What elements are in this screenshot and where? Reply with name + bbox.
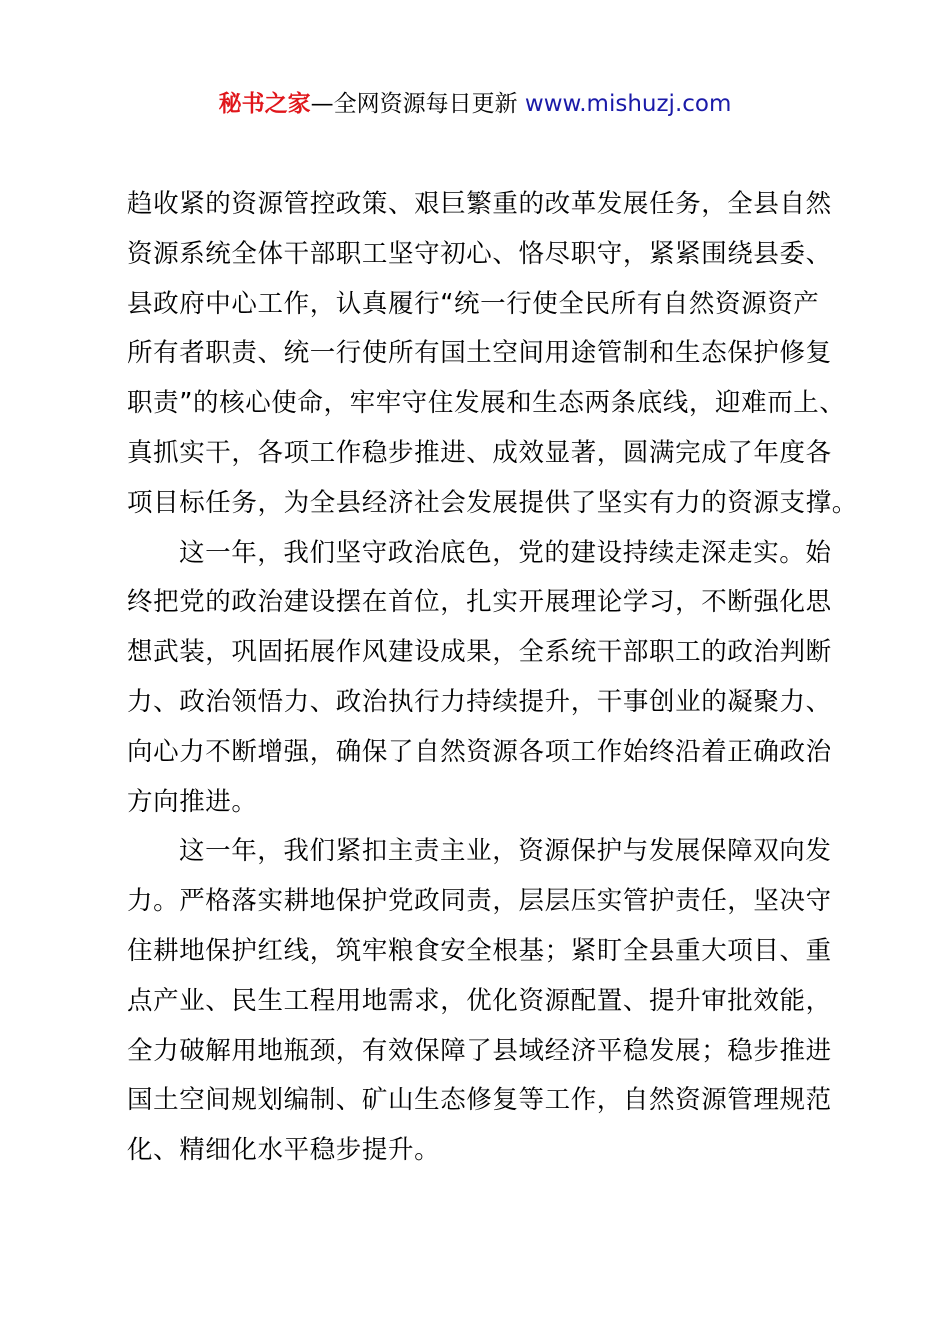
text-line: 这一年，我们紧扣主责主业，资源保护与发展保障双向发 bbox=[179, 836, 832, 867]
website-link[interactable]: www.mishuzj.com bbox=[524, 91, 732, 117]
text-line: 住耕地保护红线，筑牢粮食安全根基；紧盯全县重大项目、重 bbox=[127, 935, 832, 966]
paragraph-2 bbox=[127, 529, 835, 828]
text-line: 真抓实干，各项工作稳步推进、成效显著，圆满完成了年度各 bbox=[127, 437, 832, 468]
text-line: 所有者职责、统一行使所有国土空间用途管制和生态保护修复 bbox=[127, 338, 832, 369]
text-line: 国土空间规划编制、矿山生态修复等工作，自然资源管理规范 bbox=[127, 1085, 832, 1116]
header-tagline: —全网资源每日更新 bbox=[310, 91, 525, 117]
document-body bbox=[127, 180, 858, 1176]
text-line: 县政府中心工作，认真履行“统一行使全民所有自然资源资产 bbox=[127, 288, 820, 319]
paragraph-3 bbox=[127, 827, 835, 1176]
text-line: 点产业、民生工程用地需求，优化资源配置、提升审批效能， bbox=[127, 985, 832, 1016]
text-line: 想武装，巩固拓展作风建设成果，全系统干部职工的政治判断 bbox=[127, 637, 832, 668]
text-line: 方向推进。 bbox=[127, 786, 258, 817]
text-line: 力。严格落实耕地保护党政同责，层层压实管护责任，坚决守 bbox=[127, 886, 832, 917]
text-line: 项目标任务，为全县经济社会发展提供了坚实有力的资源支撑。 bbox=[127, 487, 858, 518]
text-line: 趋收紧的资源管控政策、艰巨繁重的改革发展任务，全县自然 bbox=[127, 189, 832, 219]
text-line: 职责”的核心使命，牢牢守住发展和生态两条底线，迎难而上、 bbox=[127, 388, 846, 419]
paragraph-1 bbox=[127, 180, 858, 529]
text-line: 资源系统全体干部职工坚守初心、恪尽职守，紧紧围绕县委、 bbox=[127, 238, 832, 269]
text-line: 终把党的政治建设摆在首位，扎实开展理论学习，不断强化思 bbox=[127, 587, 832, 618]
text-line: 这一年，我们坚守政治底色，党的建设持续走深走实。始 bbox=[179, 537, 832, 568]
text-line: 化、精细化水平稳步提升。 bbox=[127, 1135, 441, 1166]
text-line: 力、政治领悟力、政治执行力持续提升，干事创业的凝聚力、 bbox=[127, 686, 832, 717]
text-line: 向心力不断增强，确保了自然资源各项工作始终沿着正确政治 bbox=[127, 736, 832, 767]
page-header bbox=[0, 88, 950, 120]
brand-name: 秘书之家 bbox=[218, 91, 311, 117]
text-line: 全力破解用地瓶颈，有效保障了县域经济平稳发展；稳步推进 bbox=[127, 1035, 832, 1066]
